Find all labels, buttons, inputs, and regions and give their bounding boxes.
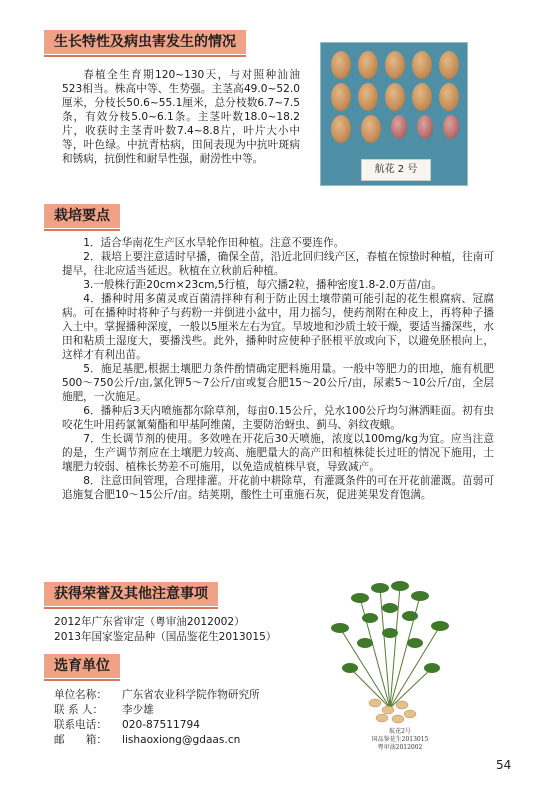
traits-paragraph: [62, 68, 300, 166]
page-number: 54: [496, 758, 512, 772]
section-header-honors: 获得荣誉及其他注意事项: [44, 582, 218, 606]
seed-photo: [320, 42, 468, 186]
cultivation-item: 2．栽培上要注意适时早播，确保全苗，沿近北回归线产区，春植在惊蛰时种植，往南可提早，往北应适当延迟。秋植在立秋前后种植。: [62, 251, 494, 277]
contact-row-phone: [54, 718, 314, 733]
honors-item: 2013年国家鉴定品种（国品鉴花生2013015）: [54, 631, 277, 643]
contact-email[interactable]: lishaoxiong@gdaas.cn: [122, 734, 241, 746]
traits-text: 春植全生育期120~130天，与对照种汕油523相当。株高中等、生势强。主茎高49.0~52.0厘米，分枝长50.6~55.1厘米，总分枝数6.7~7.5条，有效分枝5.0~6.1条。主茎叶数18.0~18.2片，收获时主茎青叶数7.4~8.8片，叶片大小中等，叶色绿。中抗青枯病，田间表现为中抗叶斑病和锈病，抗倒性和耐旱性强，耐涝性中等。: [62, 69, 300, 165]
contact-key: 邮 箱：: [54, 734, 107, 746]
plant-caption-line: 航花2号: [389, 728, 411, 735]
contact-value: 李少雄: [122, 704, 154, 716]
honors-list: [54, 615, 314, 645]
contact-row-email: [54, 733, 314, 748]
cultivation-item: 8．注意田间管理，合理排灌。开花前中耕除草，有灌溉条件的可在开花前灌溉。苗弱可追施复合肥10～15公斤/亩。结荚期，酸性土可重施石灰，促进荚果发育饱满。: [62, 475, 494, 501]
cultivation-item: 7．生长调节剂的使用。多效唑在开花后30天喷施，浓度以100mg/kg为宜。应当注意的是，生产调节剂应在土壤肥力较高、施肥量大的高产田和植株徒长过旺的情况下施用，土壤肥力较弱、植株长势差不可施用，以免造成植株早衰，导致减产。: [62, 433, 494, 473]
contact-value: 020-87511794: [122, 719, 200, 731]
plant-caption: [350, 728, 450, 752]
plant-caption-line: 国品鉴花生2013015: [371, 736, 429, 743]
contact-value: 广东省农业科学院作物研究所: [122, 689, 260, 701]
peanut-plant-photo: [320, 568, 460, 728]
contact-row-unit: [54, 688, 314, 703]
cultivation-item: 3.一般株行距20cm×23cm,5行植，每穴播2粒，播种密度1.8-2.0万苗/亩。: [83, 279, 442, 291]
contact-key: 联系电话：: [54, 719, 107, 731]
section-header-cultivation: 栽培要点: [44, 204, 120, 228]
contact-key: 单位名称：: [54, 689, 107, 701]
contact-key: 联 系 人：: [54, 704, 104, 716]
contact-row-person: [54, 703, 314, 718]
cultivation-item: 5．施足基肥,根据土壤肥力条件酌情确定肥料施用量。一般中等肥力的田地，施有机肥500～750公斤/亩,氯化钾5～7公斤/亩或复合肥15～20公斤/亩，尿素5～10公斤/亩，全层施肥，一次施足。: [62, 363, 494, 403]
section-header-breeder: 选育单位: [44, 654, 120, 678]
cultivation-list: [62, 236, 494, 502]
cultivation-item: 1．适合华南花生产区水旱轮作田种植。注意不要连作。: [83, 237, 345, 249]
contact-block: [54, 688, 314, 748]
seed-grid: [331, 51, 459, 147]
cultivation-item: 6．播种后3天内喷施都尔除草剂，每亩0.15公斤，兑水100公斤均匀淋洒畦面。初有虫咬花生叶用药氯氰菊酯和甲基阿维菌，主要防治蚜虫、蓟马、斜纹夜蛾。: [62, 405, 494, 431]
plant-caption-line: 粤审油2012002: [377, 744, 423, 751]
section-header-traits: 生长特性及病虫害发生的情况: [44, 30, 246, 54]
honors-item: 2012年广东省审定（粤审油2012002）: [54, 616, 245, 628]
seed-photo-label: 航花 2 号: [361, 159, 431, 181]
cultivation-item: 4．播种时用多菌灵或百菌清拌种有利于防止因土壤带菌可能引起的花生根腐病、冠腐病。可在播种时将种子与药粉一并倒进小盆中，用力摇匀，使药剂附在种皮上，再将种子播入土中。掌握播种深度，一般以5厘米左右为宜。旱坡地和沙质土较干燥，要适当播深些，水田和粘质土湿度大，要播浅些。此外，播种时应使种子胚根平放或向下，以避免胚根向上，这样才有利出苗。: [62, 293, 494, 361]
